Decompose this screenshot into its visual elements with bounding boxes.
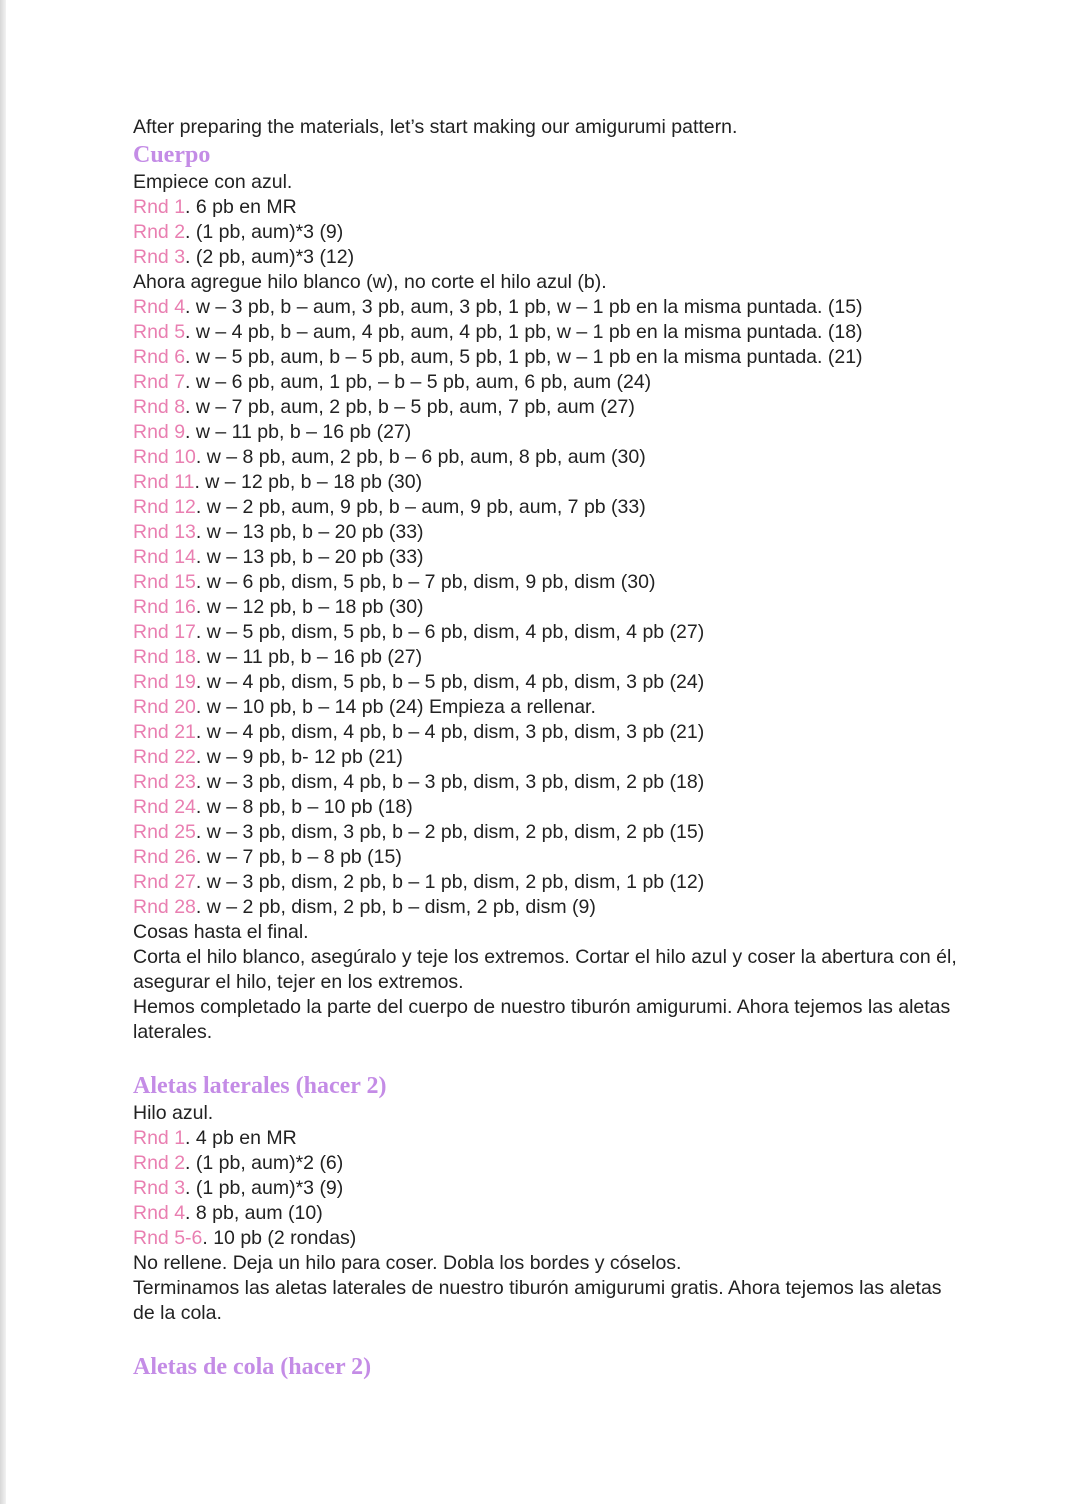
- round-label: Rnd 24: [133, 796, 196, 818]
- round-label: Rnd 10: [133, 446, 196, 468]
- round-instruction: [133, 595, 963, 620]
- round-label: Rnd 1: [133, 1127, 186, 1149]
- round-instruction: [133, 645, 963, 670]
- round-text: . w – 4 pb, b – aum, 4 pb, aum, 4 pb, 1 pb, w – 1 pb en la misma puntada. (18): [185, 321, 863, 343]
- round-label: Rnd 6: [133, 346, 186, 368]
- round-text: . w – 6 pb, dism, 5 pb, b – 7 pb, dism, 9 pb, dism (30): [195, 571, 656, 593]
- instruction-text: Ahora agregue hilo blanco (w), no corte el hilo azul (b).: [133, 271, 607, 293]
- round-instruction: [133, 720, 963, 745]
- instruction-text: Hemos completado la parte del cuerpo de nuestro tiburón amigurumi. Ahora tejemos las aletas laterales.: [133, 996, 951, 1043]
- round-text: . w – 10 pb, b – 14 pb (24) Empieza a rellenar.: [195, 696, 596, 718]
- round-label: Rnd 8: [133, 396, 186, 418]
- round-instruction: [133, 220, 963, 245]
- round-label: Rnd 1: [133, 196, 186, 218]
- section-heading: Cuerpo: [133, 142, 211, 168]
- instruction-text: Empiece con azul.: [133, 171, 293, 193]
- round-instruction: [133, 295, 963, 320]
- round-text: . w – 7 pb, aum, 2 pb, b – 5 pb, aum, 7 pb, aum (27): [185, 396, 635, 418]
- round-instruction: [133, 795, 963, 820]
- round-instruction: [133, 1176, 963, 1201]
- pattern-sections: [133, 140, 963, 1382]
- round-text: . 8 pb, aum (10): [185, 1202, 323, 1224]
- round-instruction: [133, 570, 963, 595]
- round-instruction: [133, 770, 963, 795]
- instruction-text: Cosas hasta el final.: [133, 921, 309, 943]
- round-instruction: [133, 545, 963, 570]
- round-instruction: [133, 1151, 963, 1176]
- round-text: . w – 8 pb, b – 10 pb (18): [195, 796, 413, 818]
- round-label: Rnd 3: [133, 246, 186, 268]
- round-label: Rnd 26: [133, 846, 196, 868]
- round-label: Rnd 4: [133, 1202, 186, 1224]
- round-text: . w – 6 pb, aum, 1 pb, – b – 5 pb, aum, 6 pb, aum (24): [185, 371, 652, 393]
- round-instruction: [133, 895, 963, 920]
- section-heading: Aletas de cola (hacer 2): [133, 1354, 372, 1380]
- page-edge-shadow: [0, 0, 6, 1504]
- round-text: . 4 pb en MR: [185, 1127, 297, 1149]
- pattern-section: [133, 1071, 963, 1352]
- round-instruction: [133, 495, 963, 520]
- round-text: . w – 4 pb, dism, 5 pb, b – 5 pb, dism, 4 pb, dism, 3 pb (24): [195, 671, 705, 693]
- round-label: Rnd 22: [133, 746, 196, 768]
- round-label: Rnd 5: [133, 321, 186, 343]
- round-instruction: [133, 370, 963, 395]
- round-text: . (1 pb, aum)*2 (6): [185, 1152, 344, 1174]
- round-label: Rnd 17: [133, 621, 196, 643]
- round-text: . (1 pb, aum)*3 (9): [185, 221, 344, 243]
- round-text: . w – 12 pb, b – 18 pb (30): [194, 471, 423, 493]
- round-instruction: [133, 1226, 963, 1251]
- round-label: Rnd 16: [133, 596, 196, 618]
- round-instruction: [133, 470, 963, 495]
- round-text: . w – 12 pb, b – 18 pb (30): [195, 596, 424, 618]
- round-text: . w – 11 pb, b – 16 pb (27): [185, 421, 412, 443]
- pattern-section: [133, 1352, 963, 1382]
- section-heading: Aletas laterales (hacer 2): [133, 1073, 387, 1099]
- instruction-text: No rellene. Deja un hilo para coser. Dobla los bordes y cóselos.: [133, 1252, 682, 1274]
- round-text: . w – 4 pb, dism, 4 pb, b – 4 pb, dism, 3 pb, dism, 3 pb (21): [195, 721, 705, 743]
- round-instruction: [133, 1126, 963, 1151]
- round-label: Rnd 28: [133, 896, 196, 918]
- round-instruction: [133, 820, 963, 845]
- round-text: . w – 13 pb, b – 20 pb (33): [195, 546, 424, 568]
- round-instruction: [133, 1201, 963, 1226]
- round-instruction: [133, 395, 963, 420]
- round-label: Rnd 27: [133, 871, 196, 893]
- round-text: . w – 5 pb, aum, b – 5 pb, aum, 5 pb, 1 pb, w – 1 pb en la misma puntada. (21): [185, 346, 863, 368]
- round-instruction: [133, 195, 963, 220]
- round-label: Rnd 14: [133, 546, 196, 568]
- round-instruction: [133, 445, 963, 470]
- round-instruction: [133, 345, 963, 370]
- round-label: Rnd 5-6: [133, 1227, 203, 1249]
- round-text: . w – 11 pb, b – 16 pb (27): [195, 646, 423, 668]
- round-label: Rnd 19: [133, 671, 196, 693]
- instruction-text: Corta el hilo blanco, asegúralo y teje los extremos. Cortar el hilo azul y coser la abertura con él, asegurar el hilo, tejer en los extremos.: [133, 946, 957, 993]
- round-instruction: [133, 745, 963, 770]
- round-instruction: [133, 520, 963, 545]
- round-text: . (2 pb, aum)*3 (12): [185, 246, 355, 268]
- round-label: Rnd 9: [133, 421, 186, 443]
- round-label: Rnd 2: [133, 221, 186, 243]
- section-spacer: [133, 1326, 963, 1352]
- round-label: Rnd 2: [133, 1152, 186, 1174]
- round-text: . w – 9 pb, b- 12 pb (21): [195, 746, 403, 768]
- round-text: . 10 pb (2 rondas): [202, 1227, 357, 1249]
- round-text: . w – 3 pb, dism, 2 pb, b – 1 pb, dism, 2 pb, dism, 1 pb (12): [195, 871, 705, 893]
- round-text: . w – 2 pb, aum, 9 pb, b – aum, 9 pb, aum, 7 pb (33): [195, 496, 646, 518]
- round-label: Rnd 23: [133, 771, 196, 793]
- round-instruction: [133, 845, 963, 870]
- round-instruction: [133, 320, 963, 345]
- document-page: [133, 115, 963, 1382]
- round-text: . 6 pb en MR: [185, 196, 297, 218]
- round-text: . w – 3 pb, dism, 3 pb, b – 2 pb, dism, 2 pb, dism, 2 pb (15): [195, 821, 705, 843]
- round-instruction: [133, 870, 963, 895]
- round-text: . w – 13 pb, b – 20 pb (33): [195, 521, 424, 543]
- round-text: . w – 2 pb, dism, 2 pb, b – dism, 2 pb, dism (9): [195, 896, 596, 918]
- round-instruction: [133, 695, 963, 720]
- round-label: Rnd 15: [133, 571, 196, 593]
- round-text: . (1 pb, aum)*3 (9): [185, 1177, 344, 1199]
- round-label: Rnd 20: [133, 696, 196, 718]
- round-instruction: [133, 670, 963, 695]
- round-instruction: [133, 620, 963, 645]
- round-label: Rnd 13: [133, 521, 196, 543]
- pattern-section: [133, 140, 963, 1071]
- round-label: Rnd 25: [133, 821, 196, 843]
- instruction-text: Terminamos las aletas laterales de nuestro tiburón amigurumi gratis. Ahora tejemos las aletas de la cola.: [133, 1277, 942, 1324]
- round-text: . w – 5 pb, dism, 5 pb, b – 6 pb, dism, 4 pb, dism, 4 pb (27): [195, 621, 705, 643]
- section-spacer: [133, 1045, 963, 1071]
- round-label: Rnd 11: [133, 471, 195, 493]
- round-text: . w – 8 pb, aum, 2 pb, b – 6 pb, aum, 8 pb, aum (30): [195, 446, 646, 468]
- round-text: . w – 7 pb, b – 8 pb (15): [195, 846, 402, 868]
- round-label: Rnd 7: [133, 371, 186, 393]
- round-label: Rnd 18: [133, 646, 196, 668]
- round-label: Rnd 3: [133, 1177, 186, 1199]
- intro-text: After preparing the materials, let’s start making our amigurumi pattern.: [133, 116, 738, 138]
- round-text: . w – 3 pb, b – aum, 3 pb, aum, 3 pb, 1 pb, w – 1 pb en la misma puntada. (15): [185, 296, 863, 318]
- round-label: Rnd 4: [133, 296, 186, 318]
- round-text: . w – 3 pb, dism, 4 pb, b – 3 pb, dism, 3 pb, dism, 2 pb (18): [195, 771, 705, 793]
- instruction-text: Hilo azul.: [133, 1102, 214, 1124]
- round-label: Rnd 12: [133, 496, 196, 518]
- round-instruction: [133, 245, 963, 270]
- round-instruction: [133, 420, 963, 445]
- round-label: Rnd 21: [133, 721, 196, 743]
